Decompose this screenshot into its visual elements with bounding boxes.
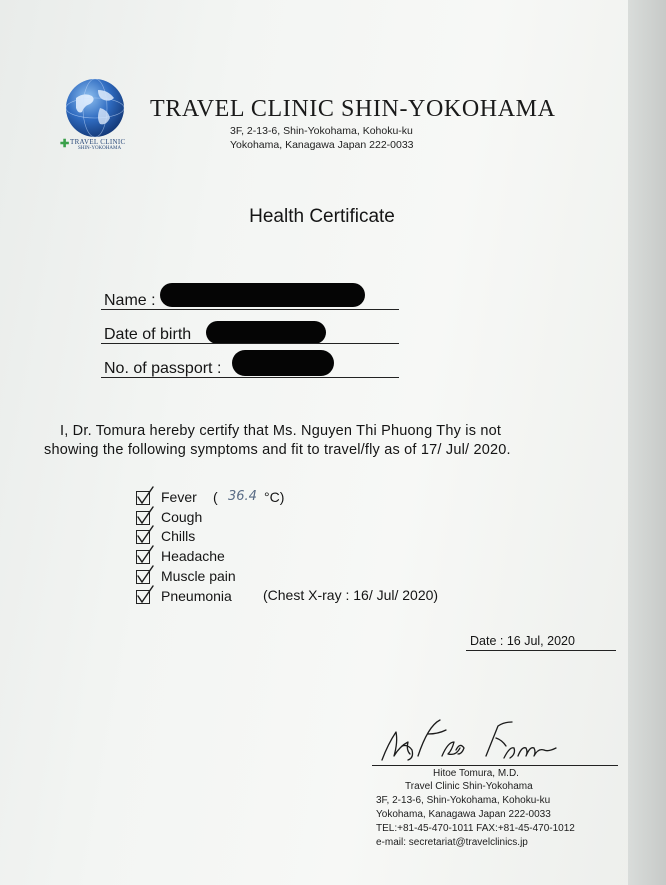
document-title: Health Certificate	[249, 206, 395, 227]
doctor-clinic: Travel Clinic Shin-Yokohama	[405, 781, 533, 792]
name-underline	[101, 309, 399, 310]
doctor-address-line2: Yokohama, Kanagawa Japan 222-0033	[376, 809, 551, 820]
clinic-name: TRAVEL CLINIC SHIN-YOKOHAMA	[150, 96, 556, 122]
passport-underline	[101, 377, 399, 378]
redaction-name	[160, 283, 365, 307]
globe-logo-icon	[62, 78, 128, 144]
clinic-address-line2: Yokohama, Kanagawa Japan 222-0033	[230, 139, 414, 151]
check-mark-icon	[134, 585, 156, 607]
doctor-address-line1: 3F, 2-13-6, Shin-Yokohama, Kohoku-ku	[376, 795, 551, 806]
check-mark-icon	[134, 525, 156, 547]
symptom-checkbox[interactable]	[136, 511, 150, 525]
signature-line	[372, 765, 618, 766]
symptom-label: Pneumonia	[161, 588, 232, 604]
redaction-dob	[206, 321, 326, 344]
symptom-label: Fever	[161, 489, 197, 505]
doctor-email: e-mail: secretariat@travelclinics.jp	[376, 837, 528, 848]
paper-edge-shadow	[628, 0, 666, 885]
symptom-label: Cough	[161, 509, 203, 525]
symptom-label: Chills	[161, 528, 196, 544]
dob-underline	[101, 343, 399, 344]
statement-line1: I, Dr. Tomura hereby certify that Ms. Nguyen Thi Phuong Thy is not	[60, 423, 502, 439]
doctor-signature	[378, 716, 588, 770]
check-mark-icon	[134, 486, 156, 508]
redaction-passport	[232, 350, 334, 376]
symptom-checkbox[interactable]	[136, 491, 150, 505]
statement-line2: showing the following symptoms and fit to travel/fly as of 17/ Jul/ 2020.	[44, 442, 511, 458]
green-cross-icon: ✚	[60, 138, 70, 150]
clinic-address-line1: 3F, 2-13-6, Shin-Yokohama, Kohoku-ku	[230, 125, 413, 137]
doctor-tel-fax: TEL:+81-45-470-1011 FAX:+81-45-470-1012	[376, 823, 575, 834]
fever-temp-paren: (	[213, 489, 218, 505]
doctor-name: Hitoe Tomura, M.D.	[433, 768, 519, 779]
check-mark-icon	[134, 565, 156, 587]
fever-temperature: 36.4	[228, 489, 257, 504]
certificate-date: Date : 16 Jul, 2020	[470, 634, 575, 648]
symptom-checkbox[interactable]	[136, 590, 150, 604]
logo-text: TRAVEL CLINIC	[70, 138, 126, 146]
chest-xray-note: (Chest X-ray : 16/ Jul/ 2020)	[263, 587, 439, 603]
symptom-checkbox[interactable]	[136, 570, 150, 584]
name-label: Name :	[104, 292, 156, 309]
symptom-checkbox[interactable]	[136, 530, 150, 544]
logo-subtext: SHIN-YOKOHAMA	[78, 146, 122, 151]
fever-temp-unit: °C)	[264, 489, 285, 505]
dob-label: Date of birth	[104, 326, 192, 343]
symptom-label: Muscle pain	[161, 568, 236, 584]
date-underline	[466, 650, 616, 651]
passport-label: No. of passport :	[104, 360, 222, 377]
symptom-checkbox[interactable]	[136, 550, 150, 564]
symptom-label: Headache	[161, 548, 225, 564]
check-mark-icon	[134, 545, 156, 567]
